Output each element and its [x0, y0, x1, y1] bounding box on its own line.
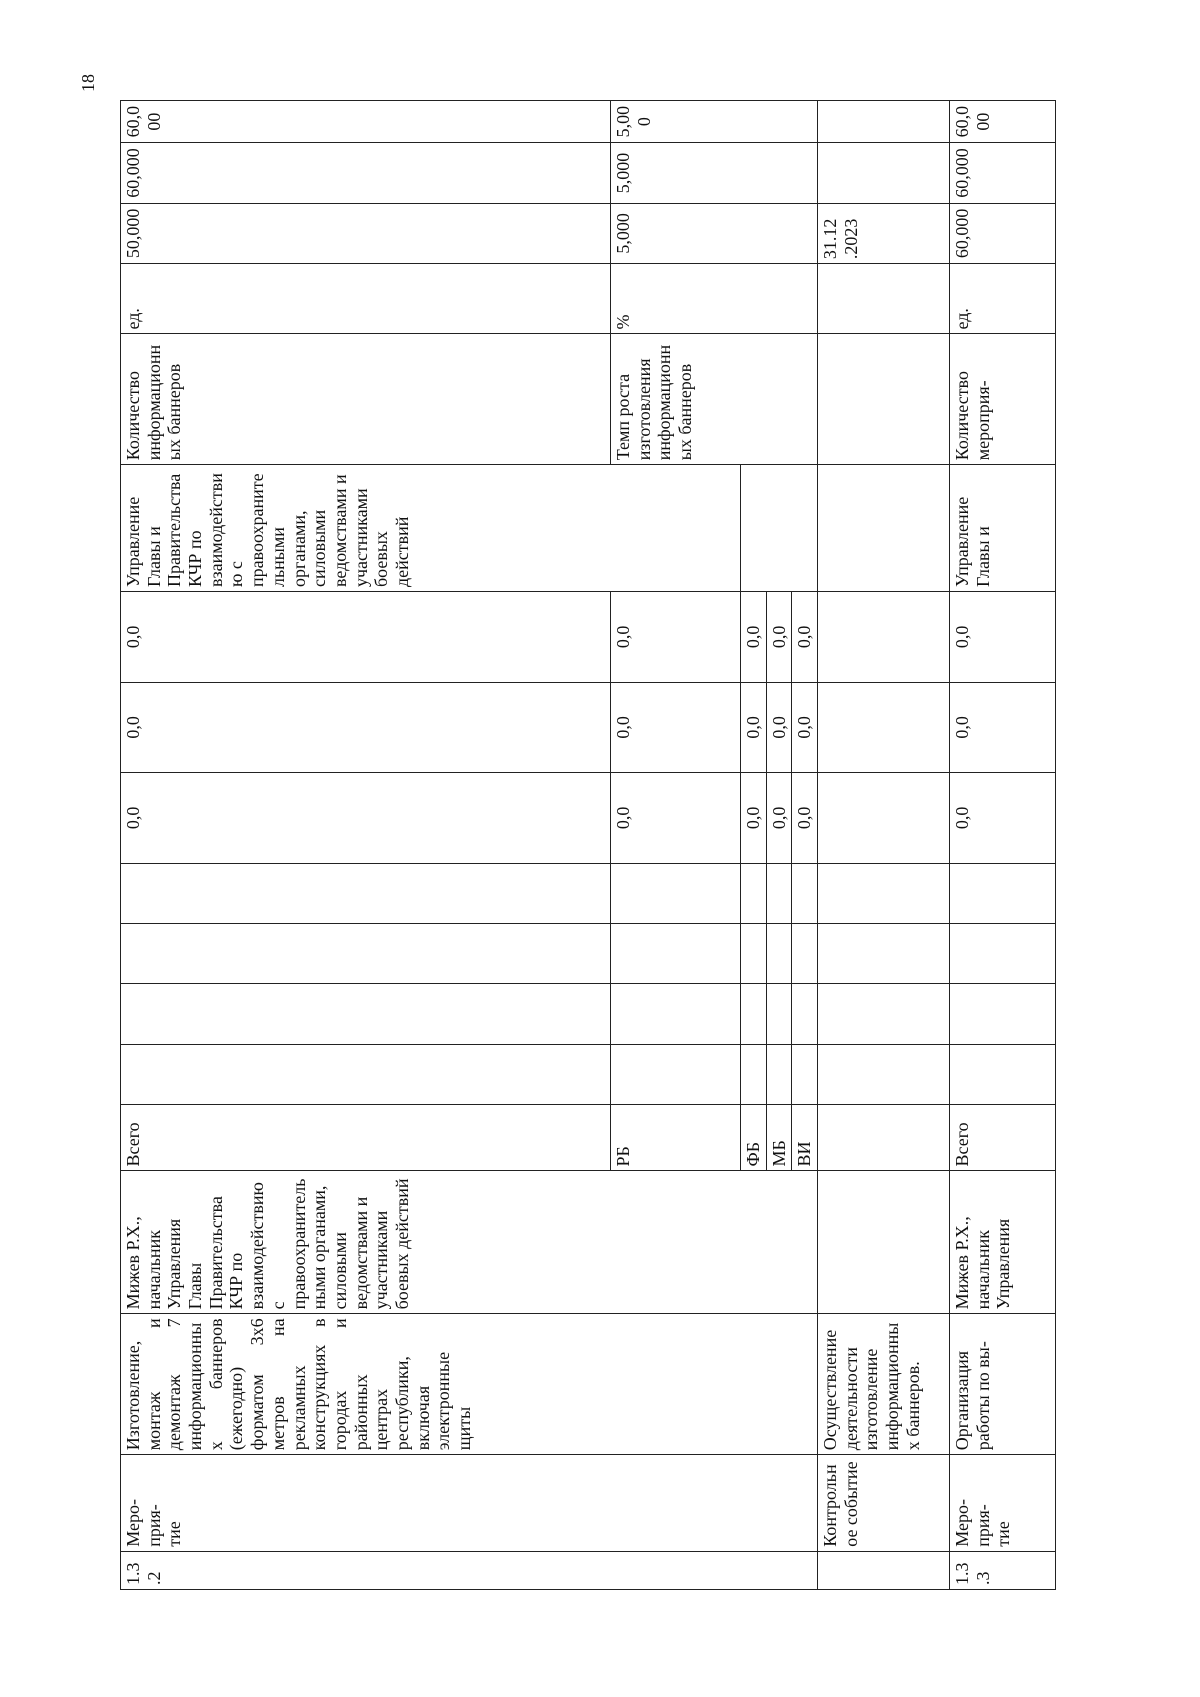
program-table [120, 100, 1056, 1590]
indicator-value-b: 60,000 [121, 143, 611, 203]
indicator-value-b: 60,000 [950, 143, 1056, 203]
measure-name: Изготовление, монтаж и демонтаж 7 информационных баннеров (ежегодно) форматом 3х6 метров на рекламных конструкциях в городах и районных центрах республики, включая электронные щиты [121, 1314, 818, 1455]
indicator-value-a: 60,000 [950, 203, 1056, 263]
value-col3: 0,0 [950, 592, 1056, 683]
value-col1: 0,0 [792, 773, 818, 864]
row-type: Меро- прия- тие [950, 1455, 1056, 1552]
control-event-date: 31.12 .2023 [818, 203, 950, 263]
control-event-name: Осуществление деятельности изготовление информационных баннеров. [818, 1314, 950, 1455]
value-col1: 0,0 [766, 773, 792, 864]
value-col1: 0,0 [611, 773, 741, 864]
source-vi: ВИ [792, 1105, 818, 1171]
executor: Управление Главы и Правительства КЧР по взаимодействию с правоохранительными органами, силовыми ведомствами и участниками боевых действий [121, 465, 741, 592]
page-number: 18 [78, 74, 98, 92]
indicator-value-c: 5,000 [611, 101, 818, 143]
value-col3: 0,0 [766, 592, 792, 683]
indicator-name: Темп роста изготовления информационных баннеров [611, 334, 818, 465]
value-col2: 0,0 [950, 682, 1056, 773]
source-rb: РБ [611, 1105, 741, 1171]
indicator-value-b: 5,000 [611, 143, 818, 203]
rotated-table-wrapper [120, 100, 1050, 1590]
indicator-value-a: 50,000 [121, 203, 611, 263]
executor: Управление Главы и [950, 465, 1056, 592]
row-number: 1.3 .2 [121, 1551, 818, 1589]
value-col3: 0,0 [611, 592, 741, 683]
indicator-value-c: 60,000 [121, 101, 611, 143]
responsible-person: Мижев Р.Х., начальник Управления [950, 1171, 1056, 1314]
indicator-name: Количество мероприя- [950, 334, 1056, 465]
value-col2: 0,0 [611, 682, 741, 773]
source-total: Всего [950, 1105, 1056, 1171]
indicator-unit: % [611, 264, 818, 334]
source-fb: ФБ [741, 1105, 767, 1171]
value-col2: 0,0 [766, 682, 792, 773]
source-mb: МБ [766, 1105, 792, 1171]
indicator-unit: ед. [121, 264, 611, 334]
value-col1: 0,0 [121, 773, 611, 864]
indicator-unit: ед. [950, 264, 1056, 334]
value-col2: 0,0 [121, 682, 611, 773]
responsible-person: Мижев Р.Х., начальник Управления Главы Правительства КЧР по взаимодействию с правоохранительными органами, силовыми ведомствами и участниками боевых действий [121, 1171, 818, 1314]
value-col1: 0,0 [950, 773, 1056, 864]
value-col2: 0,0 [741, 682, 767, 773]
value-col3: 0,0 [741, 592, 767, 683]
control-event-label: Контрольное событие [818, 1455, 950, 1552]
source-total: Всего [121, 1105, 611, 1171]
row-number: 1.3 .3 [950, 1551, 1056, 1589]
indicator-value-a: 5,000 [611, 203, 818, 263]
value-col2: 0,0 [792, 682, 818, 773]
measure-name: Организация работы по вы- [950, 1314, 1056, 1455]
value-col3: 0,0 [792, 592, 818, 683]
indicator-name: Количество информационных баннеров [121, 334, 611, 465]
value-col1: 0,0 [741, 773, 767, 864]
row-type: Меро- прия- тие [121, 1455, 818, 1552]
value-col3: 0,0 [121, 592, 611, 683]
indicator-value-c: 60,000 [950, 101, 1056, 143]
